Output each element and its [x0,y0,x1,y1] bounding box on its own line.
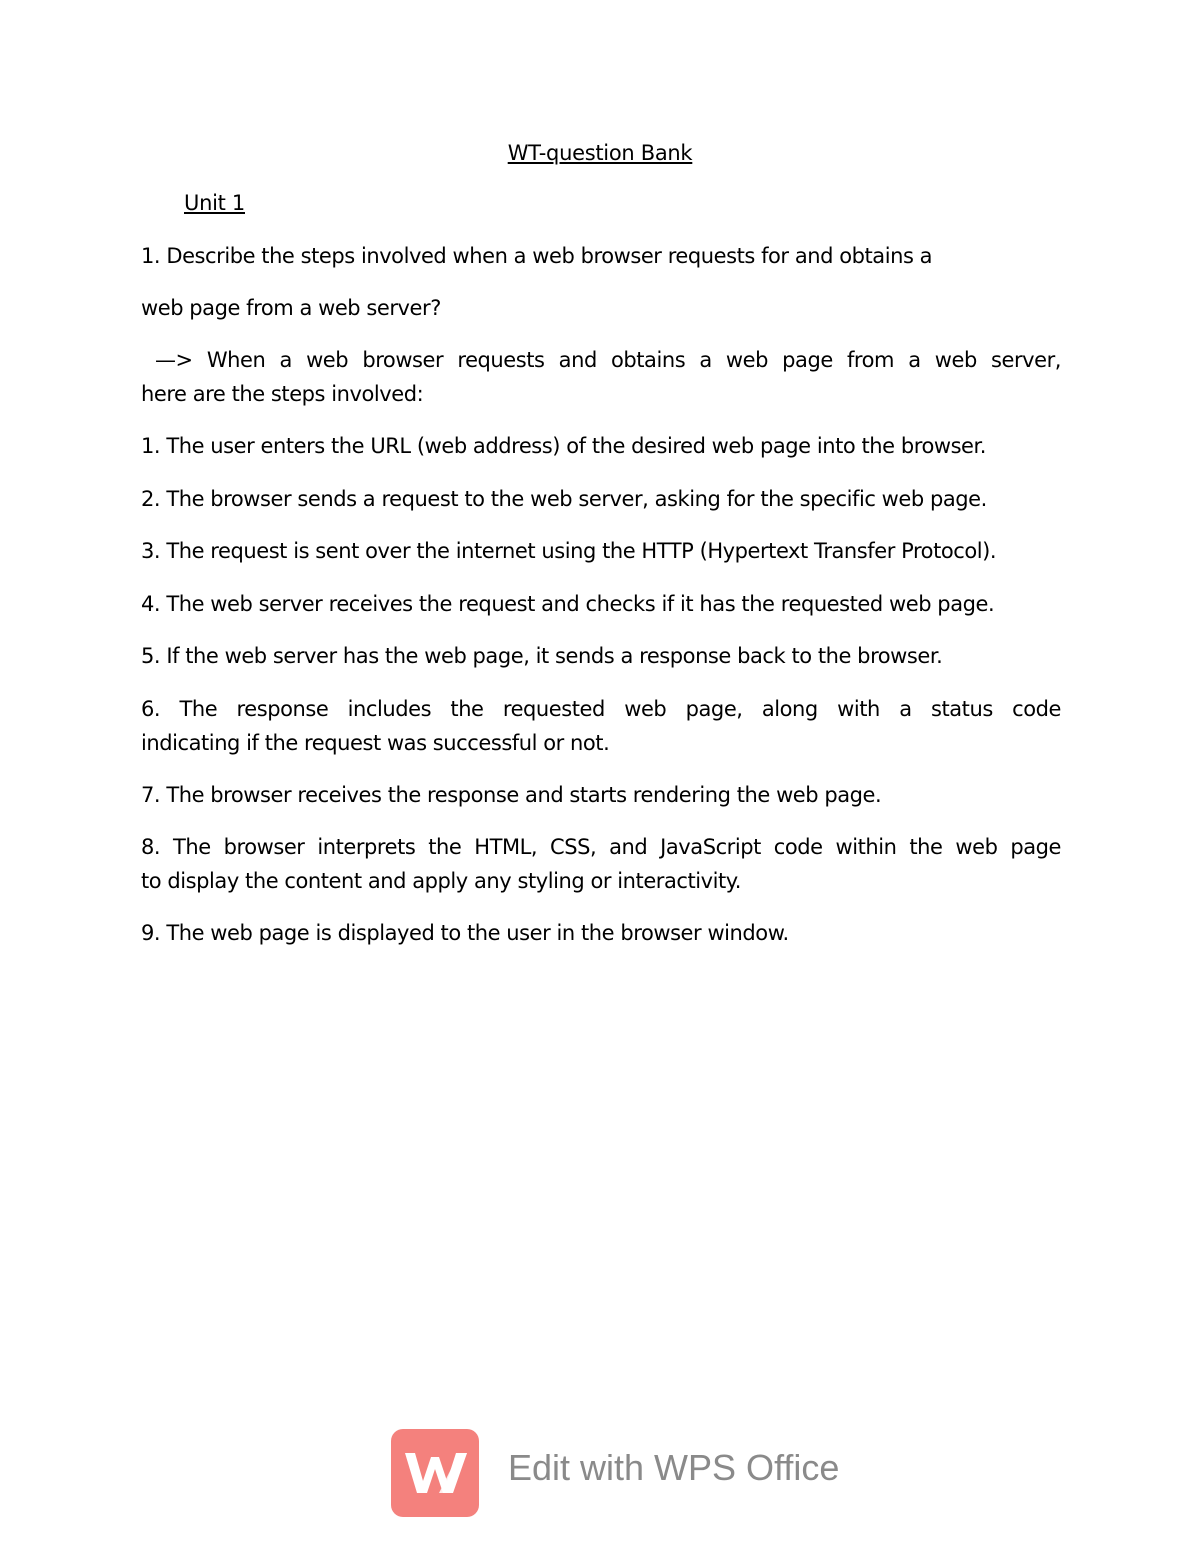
step-9: 9. The web page is displayed to the user in the browser window. [141,921,789,945]
step-6 [141,692,1061,760]
step-8 [141,830,1061,898]
step-6-line-1: 6. The response includes the requested web page, along with a status code [141,697,1061,721]
wps-logo-icon [391,1429,479,1517]
answer-intro-line-2: here are the steps involved: [141,382,424,406]
document-title: WT-question Bank [507,141,693,165]
answer-intro-line-1: —> When a web browser requests and obtains a web page from a web server, [155,348,1061,372]
unit-heading: Unit 1 [184,191,245,215]
step-5: 5. If the web server has the web page, it sends a response back to the browser. [141,644,943,668]
step-7: 7. The browser receives the response and starts rendering the web page. [141,783,882,807]
step-4: 4. The web server receives the request and checks if it has the requested web page. [141,592,995,616]
step-6-line-2: indicating if the request was successful or not. [141,731,610,755]
wps-watermark-text: Edit with WPS Office [508,1447,840,1488]
step-2: 2. The browser sends a request to the web server, asking for the specific web page. [141,487,987,511]
step-8-line-2: to display the content and apply any styling or interactivity. [141,869,742,893]
step-1: 1. The user enters the URL (web address) of the desired web page into the browser. [141,434,987,458]
wps-watermark[interactable] [391,1429,841,1519]
question-line-1: 1. Describe the steps involved when a web browser requests for and obtains a [141,244,933,268]
question-line-2: web page from a web server? [141,296,441,320]
step-3: 3. The request is sent over the internet using the HTTP (Hypertext Transfer Protocol). [141,539,997,563]
answer-intro [141,343,1061,411]
step-8-line-1: 8. The browser interprets the HTML, CSS, and JavaScript code within the web page [141,835,1061,859]
